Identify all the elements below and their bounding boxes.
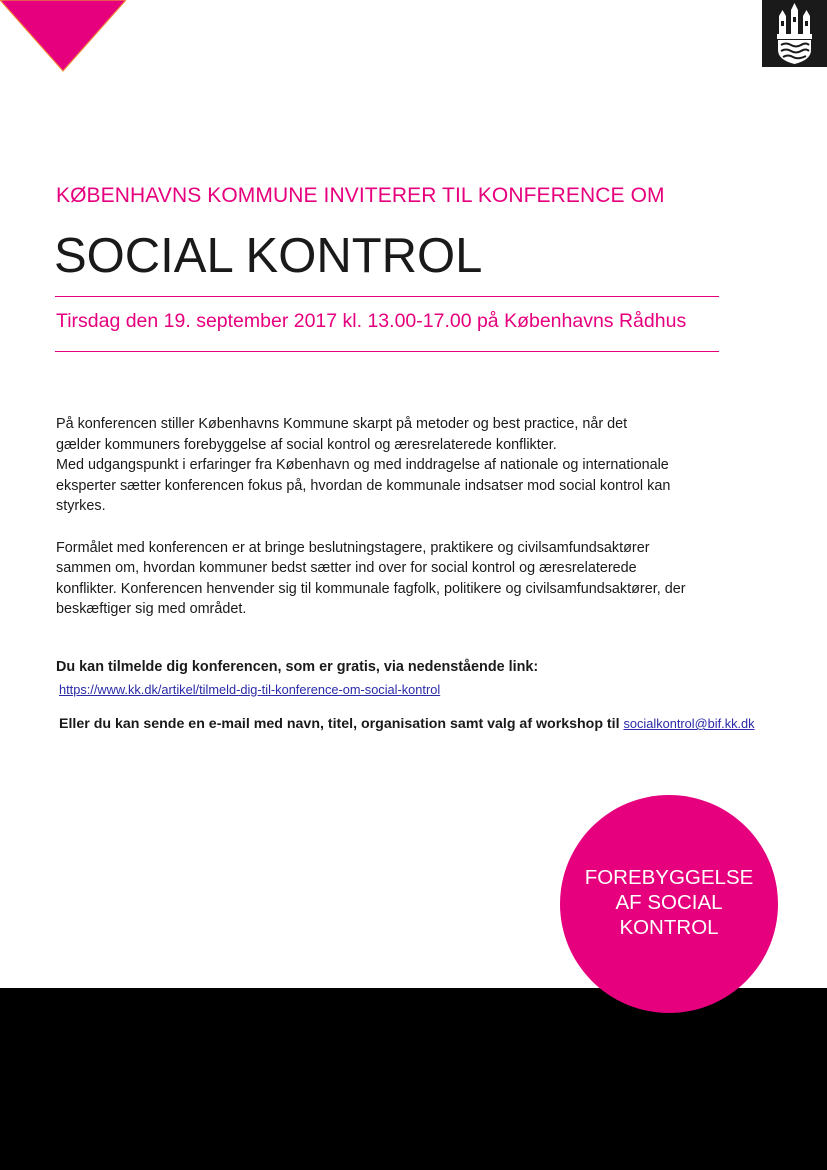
text-line: eksperter sætter konferencen fokus på, hvordan de kommunale indsatser mod social kontrol kan — [56, 477, 671, 494]
paragraph-2 — [56, 538, 716, 620]
text-line: konflikter. Konferencen henvender sig til kommunale fagfolk, politikere og civilsamfundsaktører, der — [56, 580, 686, 597]
event-date-line: Tirsdag den 19. september 2017 kl. 13.00-17.00 på Københavns Rådhus — [56, 310, 687, 332]
footer-bar — [0, 988, 827, 1170]
signup-intro: Du kan tilmelde dig konferencen, som er gratis, via nedenstående link: — [56, 659, 539, 675]
divider-bottom — [55, 351, 719, 352]
text-line: gælder kommuners forebyggelse af social kontrol og æresrelaterede konflikter. — [56, 436, 557, 453]
text-line: På konferencen stiller Københavns Kommune skarpt på metoder og best practice, når det — [56, 416, 628, 432]
page-title: SOCIAL KONTROL — [54, 229, 483, 283]
body-text — [56, 414, 716, 620]
email-link[interactable]: socialkontrol@bif.kk.dk — [623, 716, 755, 731]
badge-line: KONTROL — [619, 915, 719, 939]
conference-kicker: KØBENHAVNS KOMMUNE INVITERER TIL KONFERENCE OM — [56, 184, 665, 207]
badge-line: FOREBYGGELSE — [584, 865, 754, 889]
text-line: beskæftiger sig med området. — [56, 601, 247, 618]
copenhagen-coat-of-arms-icon — [762, 0, 827, 67]
text-line: sammen om, hvordan kommuner bedst sætter ind over for social kontrol og æresrelaterede — [56, 560, 637, 577]
divider-top — [55, 296, 719, 297]
text-line: Med udgangspunkt i erfaringer fra København og med inddragelse af nationale og internationale — [56, 457, 669, 474]
text-line: Formålet med konferencen er at bringe beslutningstagere, praktikere og civilsamfundsaktører — [56, 539, 650, 556]
badge-circle — [560, 795, 778, 1013]
email-intro: Eller du kan sende en e-mail med navn, titel, organisation samt valg af workshop til — [59, 716, 620, 732]
paragraph-1 — [56, 414, 716, 517]
email-line — [59, 716, 755, 732]
pink-triangle-decoration — [0, 0, 126, 72]
signup-link[interactable]: https://www.kk.dk/artikel/tilmeld-dig-til-konference-om-social-kontrol — [59, 682, 441, 697]
badge-line: AF SOCIAL — [615, 890, 723, 914]
badge-text — [569, 865, 769, 940]
text-line: styrkes. — [56, 498, 106, 515]
copenhagen-logo — [762, 0, 827, 67]
